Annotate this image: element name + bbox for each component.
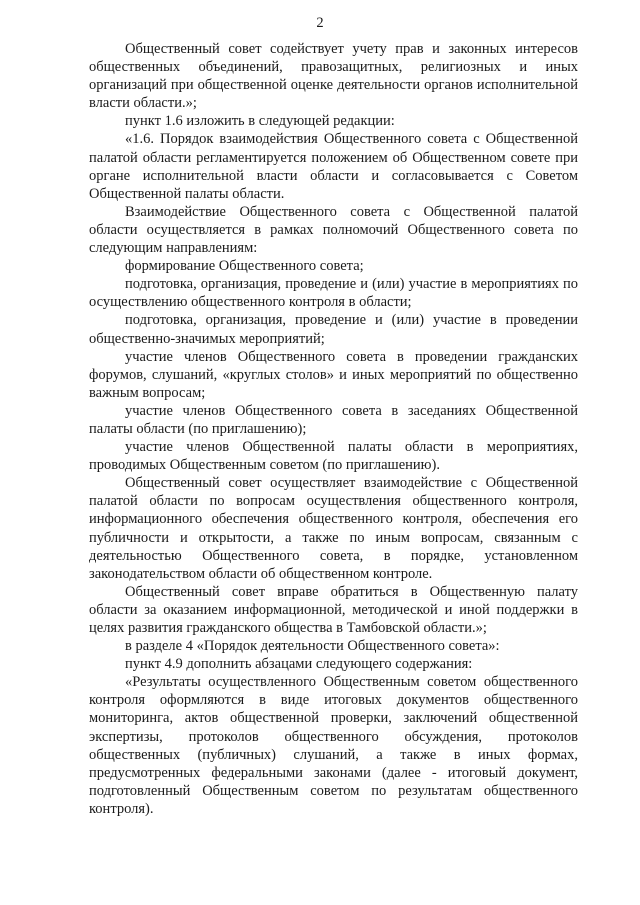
paragraph-control-results: «Результаты осуществленного Общественным советом общественного контроля оформляются в виде итоговых документов общественного мониторинга, актов общественной проверки, заключений общественной экспертизы, протоколов общественного обсуждения, протоколов общественных (публичных) слушаний, а также в иных формах, предусмотренных федеральными законами (далее - итоговый документ, подготовленный Общественным советом по результатам общественного контроля). bbox=[89, 674, 578, 817]
paragraph-section-4-intro: в разделе 4 «Порядок деятельности Общественного совета»: bbox=[125, 638, 500, 655]
paragraph-list-chamber-sessions: участие членов Общественного совета в заседаниях Общественной палаты области (по приглашению); bbox=[89, 402, 578, 437]
paragraph-council-assists: Общественный совет содействует учету прав и законных интересов общественных объединений, правозащитных, религиозных и иных организаций при общественной оценке деятельности органов исполнительной власти области.»; bbox=[89, 41, 578, 112]
paragraph-interaction-directions: Взаимодействие Общественного совета с Общественной палатой области осуществляется в рамках полномочий Общественного совета по следующим направлениям: bbox=[89, 203, 578, 257]
page-number: 2 bbox=[316, 15, 324, 31]
paragraph-list-council-events: участие членов Общественной палаты области в мероприятиях, проводимых Общественным советом (по приглашению). bbox=[89, 439, 578, 474]
paragraph-support-request: Общественный совет вправе обратиться в Общественную палату области за оказанием информационной, методической и иной поддержки в целях развития гражданского общества в Тамбовской области.»; bbox=[89, 583, 578, 636]
paragraph-item-1-6: «1.6. Порядок взаимодействия Общественного совета с Общественной палатой области регламентируется положением об Общественном совете при органе исполнительной власти области и согласовывается с Советом Общественной палаты области. bbox=[89, 131, 578, 202]
paragraph-item-1-6-intro: пункт 1.6 изложить в следующей редакции: bbox=[125, 113, 395, 130]
paragraph-list-control-events: подготовка, организация, проведение и (или) участие в мероприятиях по осуществлению общественного контроля в области; bbox=[89, 276, 578, 311]
paragraph-interaction-issues: Общественный совет осуществляет взаимодействие с Общественной палатой области по вопросам осуществления общественного контроля, информационного обеспечения общественного контроля, обеспечения его публичности и открытости, а также по иным вопросам, связанным с деятельностью Общественного совета, в порядке, установленном законодательством области об общественном контроле. bbox=[89, 475, 578, 582]
paragraph-list-formation: формирование Общественного совета; bbox=[125, 258, 364, 275]
document-body bbox=[89, 40, 578, 818]
paragraph-list-significant-events: подготовка, организация, проведение и (или) участие в проведении общественно-значимых мероприятий; bbox=[89, 312, 578, 347]
paragraph-list-forums: участие членов Общественного совета в проведении гражданских форумов, слушаний, «круглых столов» и иных мероприятий по общественно важным вопросам; bbox=[89, 348, 578, 401]
paragraph-item-4-9-intro: пункт 4.9 дополнить абзацами следующего содержания: bbox=[125, 656, 473, 673]
